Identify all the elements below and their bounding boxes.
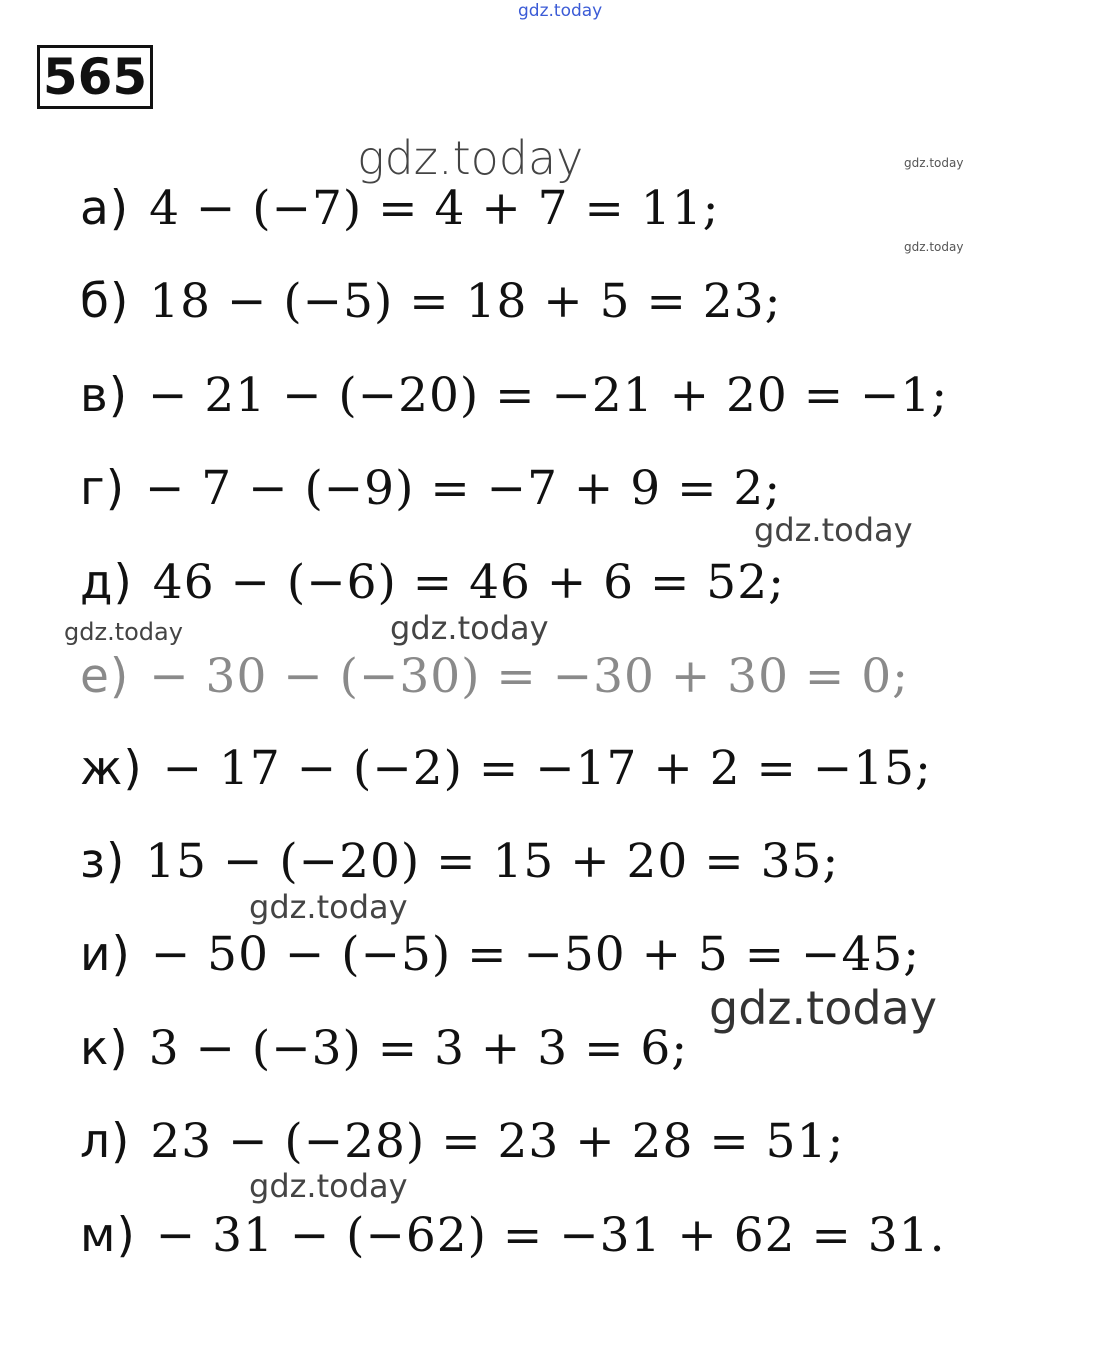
equation-letter: г) bbox=[80, 461, 126, 516]
watermark: gdz.today bbox=[904, 156, 964, 170]
equation-letter: м) bbox=[80, 1208, 136, 1263]
watermark: gdz.today bbox=[249, 1167, 408, 1205]
equation-expression: 3 − (−3) = 3 + 3 = 6; bbox=[148, 1021, 689, 1076]
watermark: gdz.today bbox=[249, 888, 408, 926]
equation-letter: и) bbox=[80, 927, 131, 982]
equation-letter: б) bbox=[80, 274, 130, 329]
equation-b bbox=[80, 274, 782, 329]
equation-letter: з) bbox=[80, 834, 126, 889]
equation-d bbox=[80, 555, 785, 610]
equation-letter: д) bbox=[80, 555, 133, 610]
equation-expression: 15 − (−20) = 15 + 20 = 35; bbox=[145, 834, 840, 889]
equation-letter: к) bbox=[80, 1021, 129, 1076]
equation-expression: − 17 − (−2) = −17 + 2 = −15; bbox=[162, 741, 932, 796]
watermark: gdz.today bbox=[709, 981, 937, 1035]
equation-m bbox=[80, 1208, 946, 1263]
equation-expression: − 31 − (−62) = −31 + 62 = 31. bbox=[155, 1208, 946, 1263]
watermark: gdz.today bbox=[754, 511, 913, 549]
equation-expression: − 7 − (−9) = −7 + 9 = 2; bbox=[144, 461, 782, 516]
equation-expression: 18 − (−5) = 18 + 5 = 23; bbox=[149, 274, 782, 329]
equation-letter: в) bbox=[80, 368, 129, 423]
watermark: gdz.today bbox=[64, 618, 183, 646]
watermark: gdz.today bbox=[518, 1, 603, 21]
equation-z bbox=[80, 834, 840, 889]
equation-expression: − 21 − (−20) = −21 + 20 = −1; bbox=[148, 368, 949, 423]
equation-expression: − 30 − (−30) = −30 + 30 = 0; bbox=[149, 649, 909, 704]
equation-l bbox=[80, 1114, 845, 1169]
equation-letter: а) bbox=[80, 181, 130, 236]
equation-expression: 4 − (−7) = 4 + 7 = 11; bbox=[149, 181, 720, 236]
equation-expression: − 50 − (−5) = −50 + 5 = −45; bbox=[150, 927, 921, 982]
problem-number: 565 bbox=[42, 48, 148, 106]
watermark: gdz.today bbox=[904, 240, 964, 254]
equation-letter: е) bbox=[80, 649, 130, 704]
equation-letter: л) bbox=[80, 1114, 131, 1169]
equation-zh bbox=[80, 741, 932, 796]
equation-a bbox=[80, 181, 720, 236]
equation-g bbox=[80, 461, 782, 516]
equation-k bbox=[80, 1021, 689, 1076]
equation-e bbox=[80, 649, 909, 704]
equation-expression: 46 − (−6) = 46 + 6 = 52; bbox=[152, 555, 785, 610]
problem-number-box bbox=[37, 45, 153, 109]
equation-v bbox=[80, 368, 949, 423]
equation-letter: ж) bbox=[80, 741, 143, 796]
watermark: gdz.today bbox=[390, 609, 549, 647]
watermark: gdz.today bbox=[357, 131, 584, 185]
equation-i bbox=[80, 927, 921, 982]
equation-expression: 23 − (−28) = 23 + 28 = 51; bbox=[150, 1114, 845, 1169]
